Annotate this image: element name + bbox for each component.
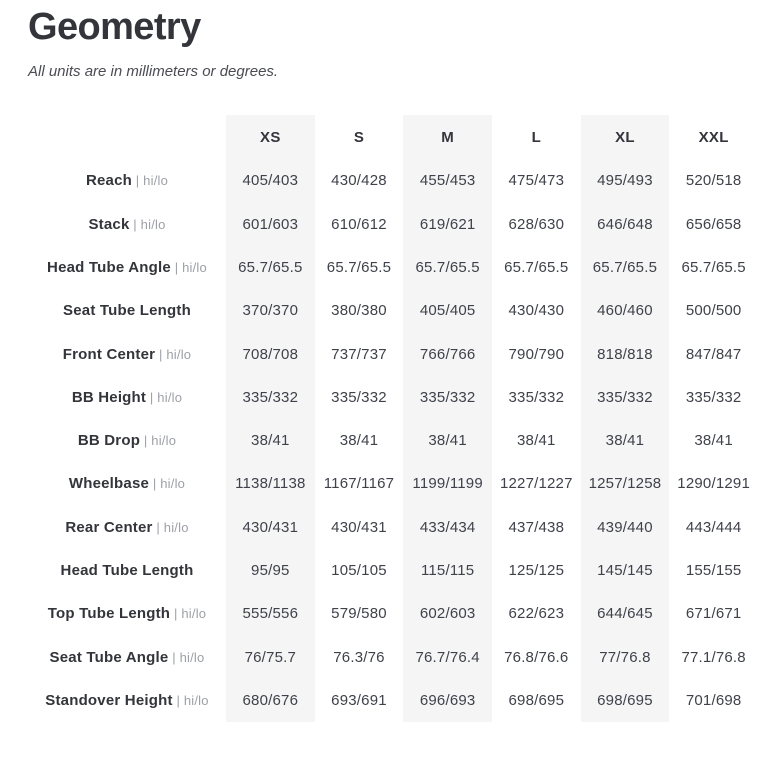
value-cell: 460/460 (581, 289, 670, 332)
value-cell: 77/76.8 (581, 635, 670, 678)
value-cell: 405/405 (403, 289, 492, 332)
value-cell: 847/847 (685, 345, 742, 363)
row-label (28, 332, 226, 375)
value-cell: 439/440 (581, 506, 670, 549)
value-cell: 790/790 (508, 345, 565, 363)
table-row (28, 159, 758, 202)
page-title: Geometry (28, 6, 201, 48)
value-cell: 766/766 (403, 332, 492, 375)
hi-lo-suffix: | hi/lo (168, 649, 205, 665)
value-cell: 1227/1227 (499, 475, 573, 493)
row-label-text: Head Tube Angle (47, 258, 171, 276)
hi-lo-suffix: | hi/lo (129, 216, 166, 232)
table-row (28, 592, 758, 635)
value-cell: 646/648 (581, 202, 670, 245)
value-cell: 380/380 (331, 302, 387, 320)
hi-lo-suffix: | hi/lo (146, 389, 183, 405)
value-cell: 115/115 (403, 549, 492, 592)
value-cell: 579/580 (331, 605, 387, 623)
value-cell: 1138/1138 (226, 462, 315, 505)
value-cell: 430/431 (226, 506, 315, 549)
row-label (28, 679, 226, 722)
value-cell: 430/428 (331, 172, 387, 190)
value-cell: 105/105 (331, 562, 387, 579)
value-cell: 65.7/65.5 (326, 258, 392, 276)
column-header-l: L (531, 128, 542, 146)
geometry-table (28, 115, 758, 722)
column-header-xxl: XXL (698, 128, 729, 146)
value-cell: 335/332 (226, 376, 315, 419)
value-cell: 370/370 (226, 289, 315, 332)
value-cell: 696/693 (403, 679, 492, 722)
row-label (28, 635, 226, 678)
column-header-xl: XL (581, 115, 670, 159)
value-cell: 1167/1167 (323, 475, 395, 493)
row-label-text: BB Drop (77, 432, 141, 450)
value-cell: 77.1/76.8 (681, 648, 746, 666)
value-cell: 818/818 (581, 332, 670, 375)
page-subtitle: All units are in millimeters or degrees. (28, 62, 279, 80)
value-cell: 430/431 (331, 518, 387, 536)
row-label-text: Wheelbase (68, 475, 150, 493)
table-header-row (28, 115, 758, 159)
table-row (28, 419, 758, 462)
value-cell: 433/434 (403, 506, 492, 549)
value-cell: 38/41 (581, 419, 670, 462)
value-cell: 430/430 (508, 302, 565, 320)
table-row (28, 376, 758, 419)
value-cell: 698/695 (508, 691, 565, 709)
value-cell: 619/621 (403, 202, 492, 245)
table-row (28, 462, 758, 505)
value-cell: 76.7/76.4 (403, 635, 492, 678)
row-label (28, 462, 226, 505)
row-label (28, 159, 226, 202)
value-cell: 65.7/65.5 (403, 246, 492, 289)
value-cell: 656/658 (685, 215, 742, 233)
value-cell: 335/332 (331, 388, 387, 406)
value-cell: 335/332 (508, 388, 565, 406)
hi-lo-suffix: | hi/lo (155, 346, 192, 362)
table-row (28, 289, 758, 332)
hi-lo-suffix: | hi/lo (140, 433, 177, 449)
value-cell: 680/676 (226, 679, 315, 722)
table-row (28, 679, 758, 722)
value-cell: 1290/1291 (677, 475, 750, 493)
value-cell: 65.7/65.5 (581, 246, 670, 289)
value-cell: 38/41 (694, 432, 733, 450)
value-cell: 610/612 (331, 215, 387, 233)
table-row (28, 635, 758, 678)
row-label-text: Standover Height (45, 691, 173, 709)
value-cell: 737/737 (331, 345, 387, 363)
value-cell: 443/444 (685, 518, 742, 536)
row-label-text: Stack (88, 215, 130, 233)
row-label-text: Reach (85, 172, 132, 190)
row-label (28, 202, 226, 245)
geometry-section (0, 6, 778, 722)
column-header-xs: XS (226, 115, 315, 159)
value-cell: 145/145 (581, 549, 670, 592)
row-label-text: Top Tube Length (47, 605, 171, 623)
value-cell: 405/403 (226, 159, 315, 202)
value-cell: 708/708 (226, 332, 315, 375)
value-cell: 671/671 (685, 605, 742, 623)
table-row (28, 332, 758, 375)
value-cell: 65.7/65.5 (504, 258, 569, 276)
value-cell: 495/493 (581, 159, 670, 202)
value-cell: 76.3/76 (333, 648, 385, 666)
table-row (28, 202, 758, 245)
value-cell: 701/698 (685, 691, 742, 709)
value-cell: 520/518 (685, 172, 742, 190)
row-label (28, 549, 226, 592)
row-label (28, 289, 226, 332)
value-cell: 601/603 (226, 202, 315, 245)
empty-header-cell (28, 115, 226, 159)
value-cell: 335/332 (685, 388, 742, 406)
hi-lo-suffix: | hi/lo (149, 476, 186, 492)
value-cell: 475/473 (508, 172, 565, 190)
row-label (28, 376, 226, 419)
value-cell: 628/630 (508, 215, 565, 233)
row-label (28, 246, 226, 289)
hi-lo-suffix: | hi/lo (170, 259, 207, 275)
value-cell: 125/125 (508, 562, 565, 579)
value-cell: 335/332 (581, 376, 670, 419)
value-cell: 76.8/76.6 (504, 648, 569, 666)
row-label-text: Seat Tube Length (63, 302, 191, 320)
value-cell: 602/603 (403, 592, 492, 635)
value-cell: 1257/1258 (581, 462, 670, 505)
value-cell: 38/41 (226, 419, 315, 462)
value-cell: 38/41 (339, 432, 379, 450)
value-cell: 555/556 (226, 592, 315, 635)
hi-lo-suffix: | hi/lo (170, 606, 207, 622)
value-cell: 437/438 (508, 518, 565, 536)
row-label-text: Rear Center (65, 518, 153, 536)
value-cell: 76/75.7 (226, 635, 315, 678)
column-header-m: M (403, 115, 492, 159)
value-cell: 155/155 (685, 562, 742, 579)
value-cell: 1199/1199 (403, 462, 492, 505)
value-cell: 65.7/65.5 (681, 258, 746, 276)
value-cell: 335/332 (403, 376, 492, 419)
hi-lo-suffix: | hi/lo (131, 173, 169, 189)
value-cell: 38/41 (517, 432, 556, 450)
value-cell: 622/623 (508, 605, 565, 623)
table-row (28, 246, 758, 289)
value-cell: 693/691 (331, 691, 387, 709)
value-cell: 500/500 (685, 302, 742, 320)
value-cell: 38/41 (403, 419, 492, 462)
value-cell: 698/695 (581, 679, 670, 722)
row-label (28, 419, 226, 462)
column-header-s: S (353, 128, 365, 146)
value-cell: 455/453 (403, 159, 492, 202)
row-label-text: Front Center (62, 345, 156, 363)
row-label (28, 506, 226, 549)
row-label-text: Seat Tube Angle (49, 648, 169, 666)
value-cell: 65.7/65.5 (226, 246, 315, 289)
value-cell: 95/95 (226, 549, 315, 592)
hi-lo-suffix: | hi/lo (152, 519, 189, 535)
row-label (28, 592, 226, 635)
hi-lo-suffix: | hi/lo (172, 692, 209, 708)
value-cell: 644/645 (581, 592, 670, 635)
row-label-text: Head Tube Length (60, 562, 194, 579)
table-row (28, 549, 758, 592)
row-label-text: BB Height (71, 388, 147, 406)
table-row (28, 506, 758, 549)
